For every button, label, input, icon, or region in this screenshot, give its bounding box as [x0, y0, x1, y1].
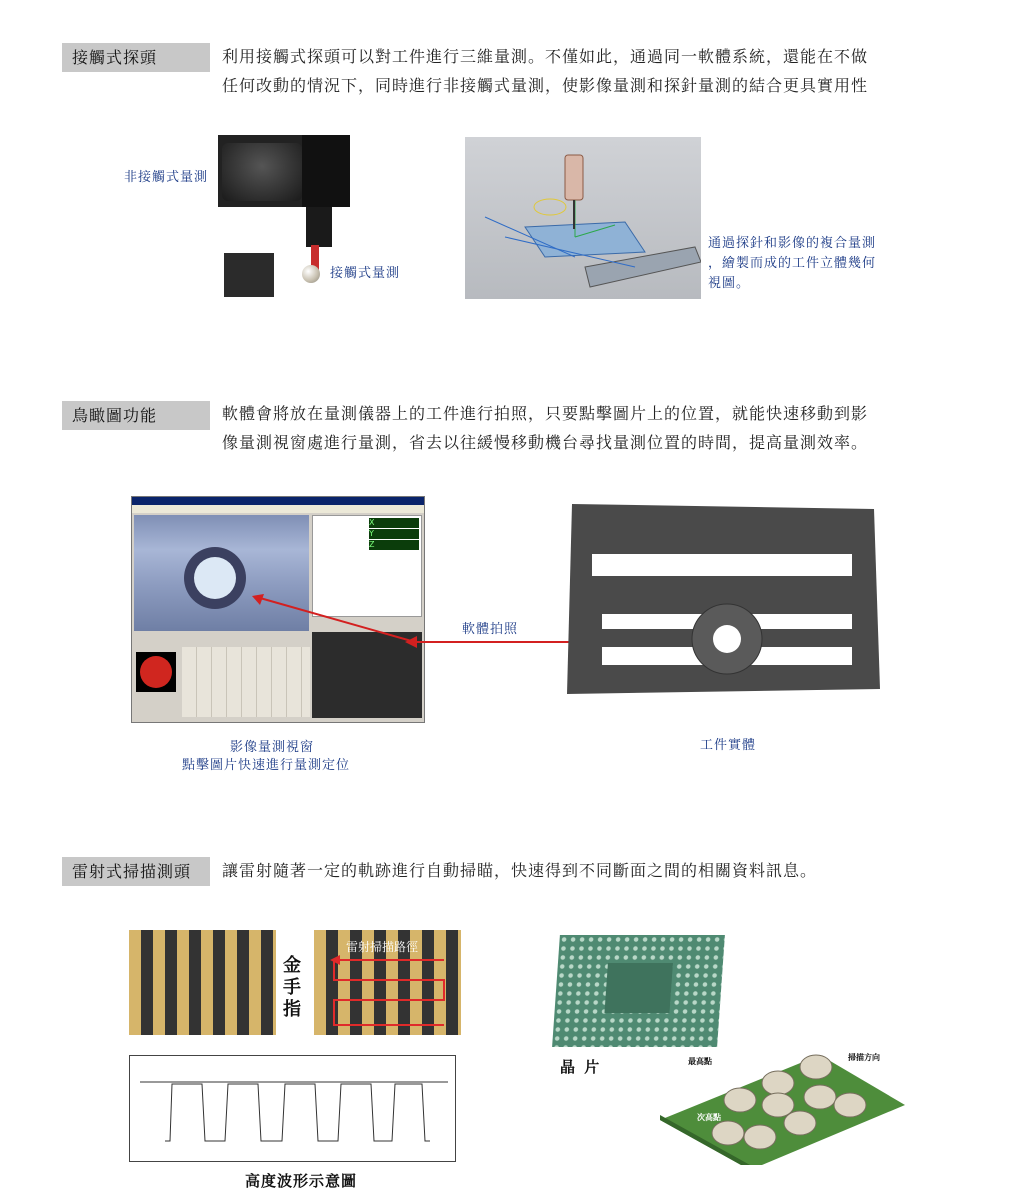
- caption-noncontact: 非接觸式量測: [124, 170, 209, 185]
- caption-software-photo: 軟體拍照: [462, 622, 519, 637]
- workpiece-photo: [562, 499, 880, 699]
- workpiece-drawing: [562, 499, 880, 699]
- measure-target-icon[interactable]: [136, 652, 176, 692]
- caption-laser-path: 雷射掃描路徑: [346, 940, 419, 954]
- readout-x: X: [369, 518, 419, 528]
- section-label-contact-probe: 接觸式探頭: [62, 43, 210, 72]
- gold-finger-photo-left: [129, 930, 276, 1035]
- caption-window-1: 影像量測視窗: [230, 740, 315, 755]
- section-text-contact-probe: [222, 42, 922, 100]
- caption-gold-finger: 金手指: [283, 955, 301, 1020]
- height-waveform: [129, 1055, 456, 1162]
- caption-scan-direction: 掃描方向: [848, 1053, 880, 1062]
- caption-second-point: 次高點: [697, 1113, 721, 1122]
- caption-line: 視圖。: [708, 276, 751, 291]
- text-line: 像量測視窗處進行量測，省去以往緩慢移動機台尋找量測位置的時間，提高量測效率。: [222, 433, 869, 452]
- caption-line: 通過探針和影像的複合量測: [708, 236, 877, 251]
- caption-chip: 晶 片: [560, 1058, 602, 1076]
- waveform-drawing: [130, 1056, 455, 1161]
- caption-composite: [708, 234, 876, 294]
- gold-finger-photo-right: [314, 930, 461, 1035]
- text-line: 軟體會將放在量測儀器上的工件進行拍照，只要點擊圖片上的位置，就能快速移動到影: [222, 404, 869, 423]
- caption-waveform: 高度波形示意圖: [245, 1172, 358, 1190]
- section-label-birdseye: 鳥瞰圖功能: [62, 401, 210, 430]
- text-line: 任何改動的情況下，同時進行非接觸式量測，使影像量測和探針量測的結合更具實用性: [222, 76, 869, 95]
- readout-y: Y: [369, 529, 419, 539]
- section-text-laser: [222, 856, 922, 885]
- cad-3d-view: [465, 137, 701, 299]
- arrows-overlay: [240, 590, 580, 650]
- caption-highest-point: 最高點: [688, 1057, 712, 1066]
- caption-window-2: 點擊圖片快速進行量測定位: [182, 758, 351, 773]
- readout-z: Z: [369, 540, 419, 550]
- caption-contact: 接觸式量測: [330, 266, 401, 281]
- tool-palette[interactable]: [182, 647, 310, 717]
- cad-3d-drawing: [465, 137, 701, 299]
- section-text-birdseye: [222, 399, 922, 457]
- caption-workpiece: 工件實體: [700, 738, 757, 753]
- text-line: 讓雷射隨著一定的軌跡進行自動掃瞄，快速得到不同斷面之間的相關資料訊息。: [222, 861, 818, 880]
- caption-line: ，繪製而成的工件立體幾何: [708, 256, 877, 271]
- ball-grid-diagram: [650, 1025, 910, 1165]
- section-label-laser: 雷射式掃描測頭: [62, 857, 210, 886]
- text-line: 利用接觸式探頭可以對工件進行三維量測。不僅如此，通過同一軟體系統，還能在不做: [222, 47, 869, 66]
